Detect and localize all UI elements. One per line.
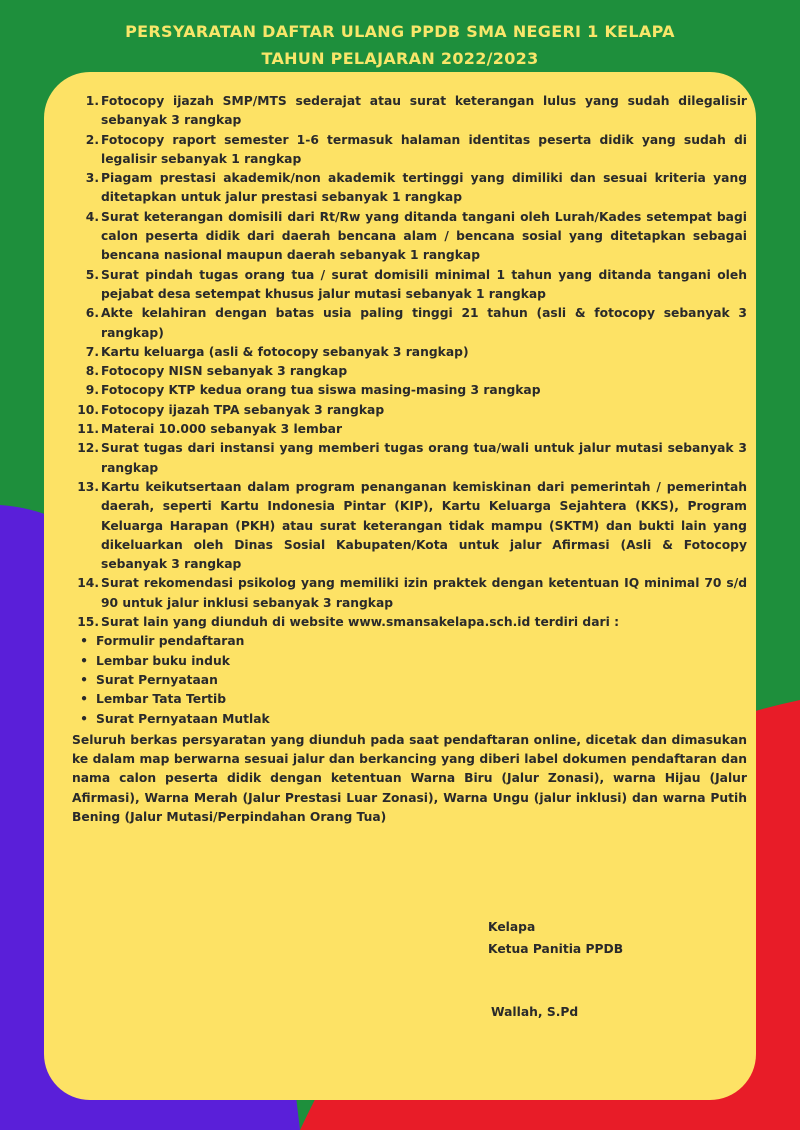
requirement-number: 4.	[85, 209, 99, 224]
requirement-text: Surat lain yang diunduh di website www.smansakelapa.sch.id terdiri dari :	[101, 615, 620, 630]
download-document-text: Lembar buku induk	[96, 653, 230, 668]
download-document-text: Lembar Tata Tertib	[96, 692, 227, 707]
page-title: PERSYARATAN DAFTAR ULANG PPDB SMA NEGERI 1 KELAPA	[125, 22, 675, 41]
requirement-item	[72, 131, 747, 170]
requirement-text: Fotocopy KTP kedua orang tua siswa masing-masing 3 rangkap	[101, 383, 541, 398]
download-document-text: Surat Pernyataan	[96, 672, 218, 687]
requirement-number: 7.	[85, 344, 99, 359]
download-documents-list	[72, 632, 747, 728]
signature-place: Kelapa	[488, 920, 536, 934]
requirement-item	[72, 613, 747, 632]
bullet-icon: •	[80, 672, 88, 687]
download-document-item	[72, 632, 747, 651]
requirement-text: Surat keterangan domisili dari Rt/Rw yang ditanda tangani oleh Lurah/Kades setempat bagi calon peserta didik dari daerah bencana alam / bencana sosial yang ditetapkan sebagai bencana nasional maupun daerah sebanyak 1 rangkap	[101, 209, 747, 263]
requirement-number: 15.	[77, 615, 99, 630]
download-document-item	[72, 690, 747, 709]
requirement-text: Fotocopy raport semester 1-6 termasuk halaman identitas peserta didik yang sudah di legalisir sebanyak 1 rangkap	[101, 132, 747, 166]
requirement-text: Kartu keluarga (asli & fotocopy sebanyak 3 rangkap)	[101, 344, 469, 359]
requirement-item	[72, 304, 747, 343]
requirement-number: 2.	[85, 132, 99, 147]
requirement-number: 10.	[77, 402, 99, 417]
bullet-icon: •	[80, 653, 88, 668]
requirement-number: 6.	[85, 306, 99, 321]
requirement-text: Fotocopy NISN sebanyak 3 rangkap	[101, 364, 348, 379]
requirement-number: 3.	[85, 171, 99, 186]
requirement-number: 12.	[77, 441, 99, 456]
requirement-item	[72, 266, 747, 305]
requirement-number: 13.	[77, 479, 99, 494]
download-document-item	[72, 652, 747, 671]
requirement-item	[72, 420, 747, 439]
requirement-text: Fotocopy ijazah TPA sebanyak 3 rangkap	[101, 402, 385, 417]
page-subtitle: TAHUN PELAJARAN 2022/2023	[261, 49, 539, 68]
requirement-text: Materai 10.000 sebanyak 3 lembar	[101, 422, 343, 437]
requirement-number: 1.	[85, 94, 99, 108]
signature-name: Wallah, S.Pd	[491, 1005, 579, 1019]
requirement-number: 5.	[85, 267, 99, 282]
requirement-item	[72, 92, 747, 131]
signature-role: Ketua Panitia PPDB	[488, 942, 624, 956]
closing-paragraph: Seluruh berkas persyaratan yang diunduh pada saat pendaftaran online, dicetak dan dimasukan ke dalam map berwarna sesuai jalur dan berkancing yang diberi label dokumen pendaftaran dan nama calon peserta didik dengan ketentuan Warna Biru (Jalur Zonasi), warna Hijau (Jalur Afirmasi), Warna Merah (Jalur Prestasi Luar Zonasi), Warna Ungu (jalur inklusi) dan warna Putih Bening (Jalur Mutasi/Perpindahan Orang Tua)	[72, 732, 747, 824]
requirement-item	[72, 362, 747, 381]
download-document-item	[72, 710, 747, 729]
requirement-item	[72, 343, 747, 362]
requirement-number: 14.	[77, 576, 99, 591]
requirements-content	[72, 92, 747, 827]
requirement-item	[72, 401, 747, 420]
download-document-text: Surat Pernyataan Mutlak	[96, 711, 270, 726]
requirement-text: Akte kelahiran dengan batas usia paling tinggi 21 tahun (asli & fotocopy sebanyak 3 rangkap)	[101, 306, 747, 340]
requirement-item	[72, 169, 747, 208]
bullet-icon: •	[80, 692, 88, 707]
requirement-item	[72, 439, 747, 478]
requirement-text: Surat pindah tugas orang tua / surat domisili minimal 1 tahun yang ditanda tangani oleh pejabat desa setempat khusus jalur mutasi sebanyak 1 rangkap	[101, 267, 747, 301]
requirement-text: Surat rekomendasi psikolog yang memiliki izin praktek dengan ketentuan IQ minimal 70 s/d 90 untuk jalur inklusi sebanyak 3 rangkap	[101, 576, 747, 610]
requirement-item	[72, 574, 747, 613]
requirement-text: Surat tugas dari instansi yang memberi tugas orang tua/wali untuk jalur mutasi sebanyak 3 rangkap	[101, 441, 747, 475]
requirement-number: 8.	[85, 364, 99, 379]
requirement-text: Kartu keikutsertaan dalam program penanganan kemiskinan dari pemerintah / pemerintah daerah, seperti Kartu Indonesia Pintar (KIP), Kartu Keluarga Sejahtera (KKS), Program Keluarga Harapan (PKH) atau surat keterangan tidak mampu (SKTM) dan bukti lain yang dikeluarkan oleh Dinas Sosial Kabupaten/Kota untuk jalur Afirmasi (Asli & Fotocopy sebanyak 3 rangkap	[101, 479, 747, 572]
bullet-icon: •	[80, 711, 88, 726]
requirements-list	[72, 92, 747, 632]
requirement-text: Piagam prestasi akademik/non akademik tertinggi yang dimiliki dan sesuai kriteria yang ditetapkan untuk jalur prestasi sebanyak 1 rangkap	[101, 171, 747, 205]
requirement-number: 9.	[85, 383, 99, 398]
requirement-item	[72, 208, 747, 266]
download-document-item	[72, 671, 747, 690]
requirement-text: Fotocopy ijazah SMP/MTS sederajat atau surat keterangan lulus yang sudah dilegalisir sebanyak 3 rangkap	[101, 94, 747, 128]
download-document-text: Formulir pendaftaran	[96, 634, 245, 649]
requirement-number: 11.	[77, 422, 99, 437]
bullet-icon: •	[80, 634, 88, 649]
requirement-item	[72, 381, 747, 400]
requirement-item	[72, 478, 747, 574]
